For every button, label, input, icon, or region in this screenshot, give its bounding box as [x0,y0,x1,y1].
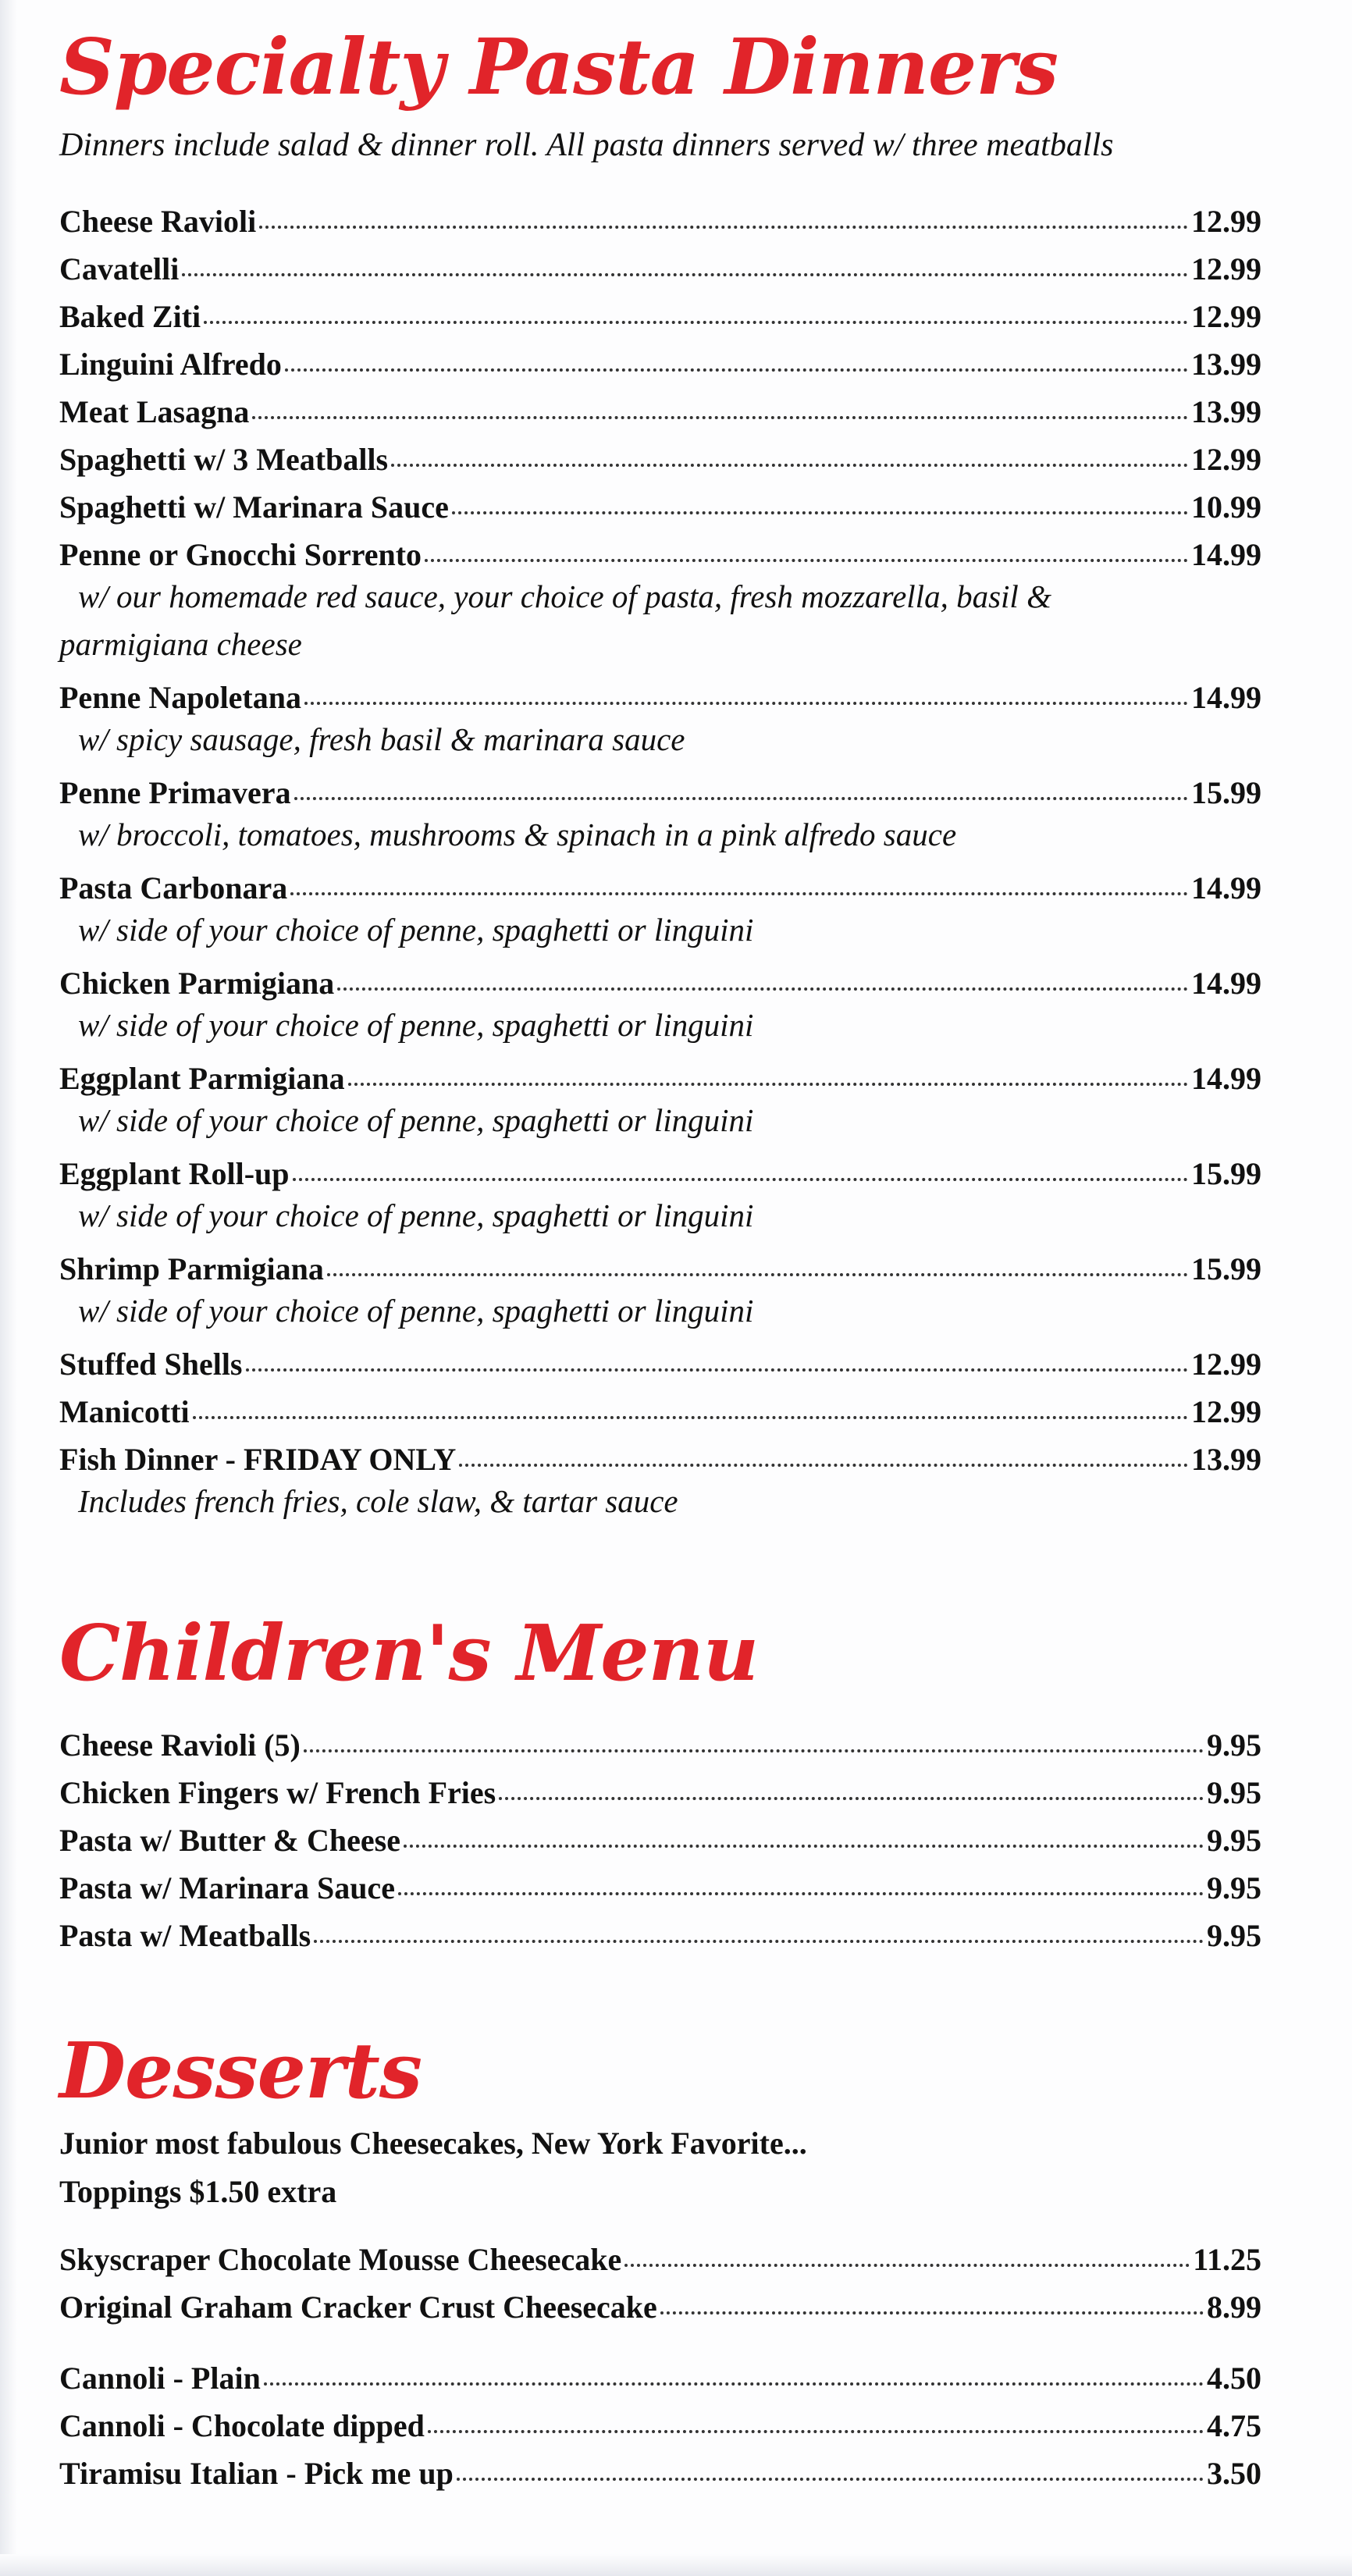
menu-item-description: Includes french fries, cole slaw, & tartar sauce [78,1483,678,1519]
menu-item-description: parmigiana cheese [59,626,302,662]
menu-item-description: w/ side of your choice of penne, spaghetti or linguini [78,912,754,948]
menu-item-price: 4.75 [1207,2408,1261,2443]
menu-item-name: Original Graham Cracker Crust Cheesecake [59,2290,657,2325]
menu-item-price: 13.99 [1191,1442,1261,1477]
menu-item-price: 12.99 [1191,442,1261,477]
cannoli-list [59,2349,1261,2492]
menu-item-row [59,2444,1261,2492]
menu-item-price: 13.99 [1191,394,1261,429]
dot-leader [293,1178,1188,1181]
menu-item-name: Penne Primavera [59,775,291,810]
menu-item-description: w/ side of your choice of penne, spaghetti or linguini [78,1007,754,1043]
menu-item-row [59,1430,1261,1478]
menu-item-description: w/ side of your choice of penne, spaghetti or linguini [78,1197,754,1233]
menu-item-price: 4.50 [1207,2361,1261,2396]
menu-item-price: 9.95 [1207,1823,1261,1858]
dot-leader [304,702,1188,705]
menu-item-name: Pasta w/ Butter & Cheese [59,1823,400,1858]
menu-item-row [59,2349,1261,2396]
menu-item-row [59,2230,1261,2278]
menu-item-price: 9.95 [1207,1727,1261,1763]
desserts-note-cheesecakes: Junior most fabulous Cheesecakes, New York Favorite... [59,2126,807,2161]
dot-leader [259,226,1188,229]
dot-leader [204,321,1188,324]
menu-item-price: 10.99 [1191,489,1261,525]
menu-item-price: 12.99 [1191,1347,1261,1382]
menu-item-name: Stuffed Shells [59,1347,243,1382]
dot-leader [499,1797,1204,1800]
dot-leader [327,1273,1188,1276]
menu-item-name: Penne Napoletana [59,680,301,715]
menu-item-price: 14.99 [1191,966,1261,1001]
menu-item-name: Chicken Fingers w/ French Fries [59,1775,496,1810]
children-section [59,1609,1261,1954]
menu-item-price: 14.99 [1191,680,1261,715]
menu-item-price: 15.99 [1191,1156,1261,1191]
menu-item-price: 14.99 [1191,870,1261,906]
menu-item-name: Pasta w/ Meatballs [59,1918,311,1953]
menu-item-name: Chicken Parmigiana [59,966,335,1001]
menu-item-name: Cavatelli [59,251,180,286]
menu-item-row [59,1716,1261,1763]
menu-item-name: Spaghetti w/ Marinara Sauce [59,489,449,525]
dot-leader [294,797,1188,800]
menu-item-row [59,1144,1261,1192]
desserts-note-toppings: Toppings $1.50 extra [59,2174,337,2209]
menu-item-price: 11.25 [1193,2242,1261,2277]
menu-item-row [59,1859,1261,1906]
pasta-heading: Specialty Pasta Dinners [59,23,1058,112]
menu-item-row [59,478,1261,525]
dot-leader [314,1940,1204,1943]
menu-item-name: Spaghetti w/ 3 Meatballs [59,442,389,477]
dot-leader [391,464,1188,467]
dot-leader [304,1749,1204,1752]
pasta-section [59,23,1261,1525]
menu-item-name: Shrimp Parmigiana [59,1251,324,1286]
children-list [59,1716,1261,1954]
dot-leader [182,273,1188,276]
menu-item-row [59,1335,1261,1382]
menu-item-price: 14.99 [1191,537,1261,572]
menu-item-name: Pasta Carbonara [59,870,288,906]
menu-item-description: w/ spicy sausage, fresh basil & marinara sauce [78,721,685,757]
desserts-section [59,2026,1261,2492]
dot-leader [457,2478,1204,2481]
dot-leader [285,368,1188,372]
menu-item-name: Cannoli - Chocolate dipped [59,2408,425,2443]
menu-item-row [59,430,1261,478]
page-bottom-shadow [0,2554,1352,2576]
menu-item-name: Skyscraper Chocolate Mousse Cheesecake [59,2242,622,2277]
menu-item-description: w/ broccoli, tomatoes, mushrooms & spinach in a pink alfredo sauce [78,817,957,852]
dot-leader [459,1464,1188,1467]
menu-item-price: 12.99 [1191,299,1261,334]
menu-item-row [59,525,1261,573]
page-edge-shadow [0,0,17,2576]
dot-leader [246,1368,1189,1372]
dot-leader [348,1083,1188,1086]
pasta-list [59,192,1261,1525]
menu-item-description: w/ side of your choice of penne, spaghetti or linguini [78,1102,754,1138]
menu-item-name: Penne or Gnocchi Sorrento [59,537,422,572]
dot-leader [660,2311,1204,2314]
cheesecake-list [59,2230,1261,2325]
menu-item-price: 15.99 [1191,1251,1261,1286]
menu-item-price: 12.99 [1191,1394,1261,1429]
menu-item-price: 9.95 [1207,1870,1261,1905]
dot-leader [398,1892,1204,1895]
dot-leader [428,2430,1204,2433]
dot-leader [193,1416,1188,1419]
dot-leader [264,2382,1204,2386]
menu-item-price: 15.99 [1191,775,1261,810]
dot-leader [404,1845,1204,1848]
menu-item-price: 13.99 [1191,347,1261,382]
menu-item-name: Cannoli - Plain [59,2361,261,2396]
children-heading: Children's Menu [59,1609,759,1699]
menu-item-row [59,1240,1261,1287]
pasta-subtitle: Dinners include salad & dinner roll. All pasta dinners served w/ three meatballs [59,127,1114,163]
dot-leader [337,987,1188,991]
list-gap [59,2325,1261,2349]
menu-item-description: w/ our homemade red sauce, your choice of pasta, fresh mozzarella, basil & [78,578,1051,614]
menu-item-row [59,2278,1261,2325]
menu-item-row [59,668,1261,716]
dot-leader [252,416,1188,419]
menu-item-name: Baked Ziti [59,299,201,334]
menu-item-description: w/ side of your choice of penne, spaghetti or linguini [78,1293,754,1329]
menu-item-price: 9.95 [1207,1918,1261,1953]
menu-item-row [59,859,1261,906]
menu-item-name: Linguini Alfredo [59,347,282,382]
menu-item-price: 12.99 [1191,204,1261,239]
dot-leader [425,559,1188,562]
menu-item-name: Cheese Ravioli [59,204,257,239]
menu-item-name: Pasta w/ Marinara Sauce [59,1870,395,1905]
menu-item-row [59,192,1261,240]
menu-item-row [59,287,1261,335]
menu-item-name: Eggplant Parmigiana [59,1061,345,1096]
menu-item-row [59,382,1261,430]
menu-item-name: Fish Dinner - FRIDAY ONLY [59,1442,457,1477]
menu-item-name: Meat Lasagna [59,394,250,429]
menu-item-price: 8.99 [1207,2290,1261,2325]
menu-item-row [59,954,1261,1002]
menu-item-name: Tiramisu Italian - Pick me up [59,2456,454,2491]
menu-item-row [59,1049,1261,1097]
menu-item-name: Cheese Ravioli (5) [59,1727,301,1763]
menu-item-row [59,1906,1261,1954]
menu-item-name: Manicotti [59,1394,190,1429]
menu-item-row [59,1763,1261,1811]
menu-item-price: 3.50 [1207,2456,1261,2491]
menu-item-row [59,763,1261,811]
dot-leader [290,892,1188,895]
dot-leader [624,2264,1190,2267]
desserts-heading: Desserts [59,2026,422,2116]
menu-item-row [59,1811,1261,1859]
menu-item-name: Eggplant Roll-up [59,1156,290,1191]
menu-item-price: 9.95 [1207,1775,1261,1810]
menu-item-row [59,2396,1261,2444]
menu-item-row [59,240,1261,287]
menu-item-price: 14.99 [1191,1061,1261,1096]
menu-item-row [59,1382,1261,1430]
menu-item-price: 12.99 [1191,251,1261,286]
menu-item-row [59,335,1261,382]
dot-leader [452,511,1188,514]
